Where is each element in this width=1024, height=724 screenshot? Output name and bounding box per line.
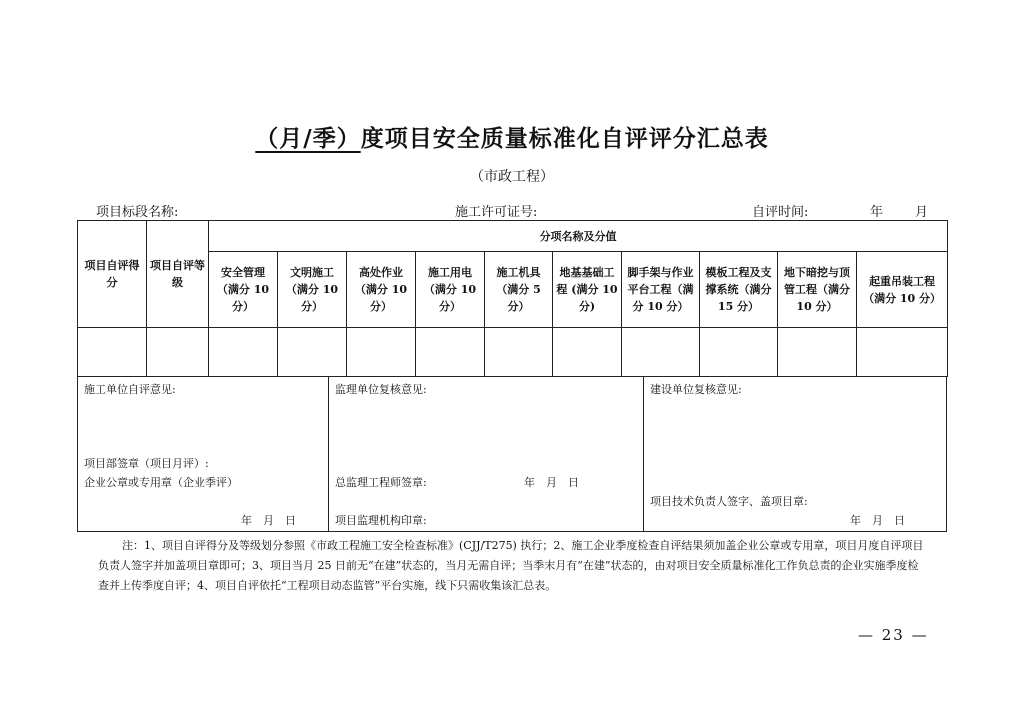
owner-opinion-title: 建设单位复核意见: xyxy=(650,383,742,396)
document-title xyxy=(0,120,1024,153)
technical-lead-sign-label: 项目技术负责人签字、盖项目章: xyxy=(650,495,808,508)
item-header: 地基基础工程 (满分 10 分) xyxy=(553,252,622,328)
item-header: 地下暗挖与顶管工程（满分 10 分） xyxy=(778,252,857,328)
footnote: 注：1、项目自评得分及等级划分参照《市政工程施工安全检查标准》(CJJ/T275) 执行；2、施工企业季度检查自评结果须加盖企业公章或专用章，项目月度自评项目负责人签字并加盖项目章即可；3、项目当月 25 日前无“在建”状态的，当月无需自评；当季末月有“在建”状态的，由对项目安全质量标准化工作负总责的企业实施季度检查并上传季度自评；4、项目自评依托“工程项目动态监管”平台实施，线下只需收集该汇总表。 xyxy=(98,539,924,592)
owner-date-label: 年 月 日 xyxy=(850,514,905,527)
self-grade-cell[interactable] xyxy=(147,328,209,377)
item-score-cell[interactable] xyxy=(857,328,948,377)
item-score-cell[interactable] xyxy=(278,328,347,377)
item-header: 安全管理（满分 10 分） xyxy=(209,252,278,328)
eval-time-label: 自评时间: xyxy=(752,205,809,220)
page-number: — 23 — xyxy=(858,626,929,644)
item-score-cell[interactable] xyxy=(209,328,278,377)
supervisor-opinion-title: 监理单位复核意见: xyxy=(335,383,427,396)
eval-month-label: 月 xyxy=(915,205,929,220)
self-grade-header: 项目自评等级 xyxy=(147,221,209,328)
item-header: 起重吊装工程（满分 10 分） xyxy=(857,252,948,328)
item-score-cell[interactable] xyxy=(347,328,416,377)
score-summary-table xyxy=(77,220,948,377)
item-header: 脚手架与作业平台工程（满分 10 分） xyxy=(622,252,700,328)
item-header: 模板工程及支撑系统（满分 15 分） xyxy=(700,252,778,328)
supervisor-date-label: 年 月 日 xyxy=(524,476,579,489)
item-group-header: 分项名称及分值 xyxy=(209,221,948,252)
item-header: 文明施工（满分 10 分） xyxy=(278,252,347,328)
chief-supervisor-sign-label: 总监理工程师签章: xyxy=(335,476,427,489)
table-header-row xyxy=(78,221,948,252)
self-score-cell[interactable] xyxy=(78,328,147,377)
supervisor-opinion-box[interactable] xyxy=(328,376,644,531)
contractor-opinion-box[interactable] xyxy=(78,376,328,531)
item-score-cell[interactable] xyxy=(778,328,857,377)
project-dept-seal-label: 项目部签章（项目月评）: xyxy=(84,457,209,470)
title-text: 度项目安全质量标准化自评评分汇总表 xyxy=(360,125,769,152)
title-period-fill: （月/季） xyxy=(255,125,361,152)
item-score-cell[interactable] xyxy=(416,328,485,377)
item-score-cell[interactable] xyxy=(700,328,778,377)
supervision-seal-label: 项目监理机构印章: xyxy=(335,514,427,527)
item-header: 高处作业（满分 10 分） xyxy=(347,252,416,328)
self-score-header: 项目自评得分 xyxy=(78,221,147,328)
item-score-cell[interactable] xyxy=(485,328,553,377)
item-header-row xyxy=(78,252,948,328)
item-header: 施工用电（满分 10 分） xyxy=(416,252,485,328)
document-subtitle: （市政工程） xyxy=(470,169,554,185)
permit-number-label: 施工许可证号: xyxy=(455,205,538,220)
item-score-cell[interactable] xyxy=(553,328,622,377)
item-header: 施工机具（满分 5 分） xyxy=(485,252,553,328)
enterprise-seal-label: 企业公章或专用章（企业季评） xyxy=(84,476,238,489)
contractor-date-label: 年 月 日 xyxy=(241,514,296,527)
owner-opinion-box[interactable] xyxy=(643,376,947,531)
section-name-label: 项目标段名称: xyxy=(96,205,179,220)
item-score-cell[interactable] xyxy=(622,328,700,377)
eval-year-label: 年 xyxy=(870,205,884,220)
review-opinions-section xyxy=(77,376,947,532)
score-entry-row xyxy=(78,328,948,377)
contractor-opinion-title: 施工单位自评意见: xyxy=(84,383,176,396)
